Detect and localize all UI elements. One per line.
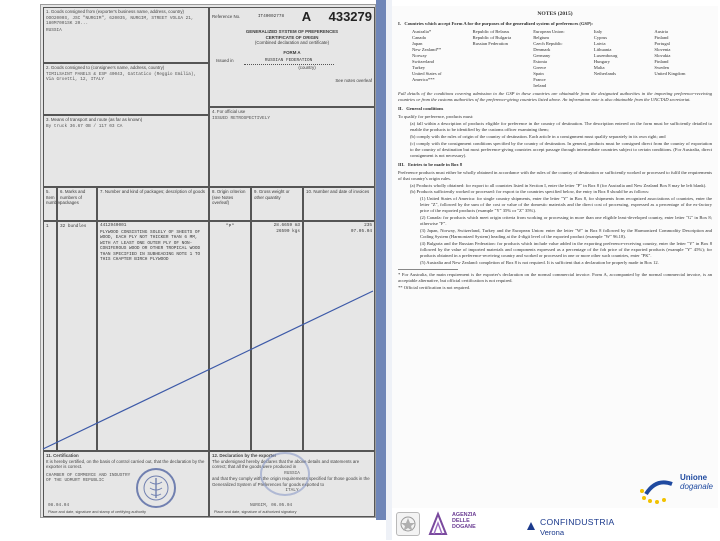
box-12-place-date: NURGIM, 06.05.04	[250, 502, 293, 508]
section-3-item-b2: (2) Canada: for products which meet origin criteria from working or processing in more than one eligible least-developed country, enter letter "G" in Box 8; otherwise "F".	[420, 215, 712, 227]
header-reference-block	[209, 7, 375, 107]
box-2-value: TIMILSAINT PANELS & ESP 40043, Gattatico (Reggio Emilia), Via Groetti, 12, ITALY	[46, 71, 197, 82]
country-item: Belgium	[533, 35, 550, 41]
section-2-item-c: (c) comply with the consignment conditions specified by the country of destination. In general, products must be consigned direct from the country of exportation to the country of destination but most preference-giving countries accept passage through intermediate countries subject to certain conditions. (For Australia, direct consignment is not necessary).	[410, 140, 712, 158]
see-notes-label: See notes overleaf	[335, 78, 372, 84]
agency-line-1: AGENZIA	[452, 512, 477, 518]
country-item: Cyprus	[593, 35, 608, 41]
invoice-number: 235	[364, 223, 372, 228]
country-item: Canada	[412, 35, 426, 41]
unione-doganale-logo	[636, 470, 720, 514]
country-item: Hungary	[593, 59, 610, 65]
country-item: Portugal	[654, 41, 670, 47]
col-7-header	[97, 187, 209, 221]
country-item	[654, 83, 712, 89]
country-item: Switzerland	[412, 59, 434, 65]
country-item: Spain	[533, 71, 544, 77]
box-12-destination: ITALY	[285, 488, 299, 493]
goods-description: PLYWOOD CONSISTING SOLELY OF SHEETS OF WOOD, EACH PLY NOT THICKER THAN 6 MM, WITH AT LEAST ONE OUTER PLY OF NON-CONIFEROUS WOOD OR OTHER TROPICAL WOOD THAN SPECIFIED IN SUBHEADING NOTE 1 TO THIS CHAPTER BIRCH PLYWOOD	[100, 229, 201, 262]
section-3-item-a: (a) Products wholly obtained: for export to all countries listed in Section I, enter the letter "P" in Box 8 (for Australia and New Zealand Box 8 may be left blank).	[410, 182, 707, 188]
eu-stars-icon	[636, 472, 676, 506]
country-list	[412, 29, 712, 89]
section-1-paragraph: Full details of the conditions covering admission to the GSP in these countries are obtainable from the designated authorities in the importing preference-receiving countries or from the customs authorities of the preference-giving countries listed above. An information note is also obtainable from the UNCTAD secretariat.	[398, 90, 712, 102]
section-2-intro: To qualify for preference, products must:	[398, 113, 474, 119]
col-9-header	[251, 187, 303, 221]
notes-page	[392, 6, 718, 508]
box-4-official-use	[209, 107, 375, 187]
country-item: European Union:	[533, 29, 565, 35]
col-9-label: 9. Gross weight or other quantity	[254, 189, 290, 200]
section-2-title: General conditions	[406, 105, 444, 111]
verona-text: Verona	[540, 528, 565, 537]
box-1-consignor	[43, 7, 209, 63]
section-2-number: II.	[398, 105, 403, 111]
reference-label: Reference No.	[212, 14, 241, 20]
section-2-item-b: (b) comply with the rules of origin of the country of destination. Each article in a consignment must qualify separately in its own right; and	[410, 133, 666, 139]
agency-dogane-text	[452, 512, 476, 531]
country-item: United States of	[412, 71, 442, 77]
box-2-consignee	[43, 63, 209, 115]
form-letter: A	[301, 9, 312, 24]
gsp-title: GENERALIZED SYSTEM OF PREFERENCES	[245, 29, 339, 35]
section-2-heading	[398, 106, 712, 112]
marks-value: 32 bundles	[60, 224, 87, 229]
box-11-org: CHAMBER OF COMMERCE AND INDUSTRY OF THE UDMURT REPUBLIC	[46, 472, 131, 483]
unione-text	[680, 474, 713, 492]
country-item: Slovakia	[654, 53, 671, 59]
country-item: Japan	[412, 41, 423, 47]
box-11-text: It is hereby certified, on the basis of control carried out, that the declaration by the exporter is correct.	[46, 458, 205, 469]
box-1-country: RUSSIA	[46, 27, 62, 33]
section-1-heading	[398, 21, 712, 27]
col-6-label: 6. Marks and numbers of packages	[60, 189, 86, 205]
box-2-label: 2. Goods consigned to (consignee's name, address, country)	[46, 65, 165, 70]
box-3-label: 3. Means of transport and route (as far as known)	[46, 117, 143, 122]
box-3-value: By truck 36.67 OB / 117 03 CA	[46, 123, 123, 129]
hs-code: 4412940001	[100, 223, 127, 228]
box-1-value: OOO2000S, JSC "NURGIM", 620035, NURGIM, STREET VOLGA 21, 180M7001SK 20...	[46, 15, 194, 26]
box-12-more: and that they comply with the origin requirements specified for those goods in the Generalized System of Preferences for goods exported to	[212, 476, 370, 487]
country-item: Finland	[654, 35, 669, 41]
coo-subtitle: (Combined declaration and certificate)	[254, 40, 330, 46]
country-item: Ireland	[533, 82, 547, 88]
form-number: 433279	[328, 9, 372, 24]
country-item: Slovenia	[654, 47, 671, 53]
unione-line-2: doganale	[680, 481, 713, 491]
country-item: Lithuania	[593, 47, 612, 53]
country-item: Finland	[654, 59, 669, 65]
gross-weight: 28.6659 m3	[273, 223, 300, 228]
issued-country-note: (country)	[298, 64, 316, 70]
box-4-value: ISSUED RETROSPECTIVELY	[212, 115, 270, 121]
country-item	[412, 83, 470, 89]
agency-dogane-logo-icon	[428, 512, 448, 536]
country-item: Russian Federation	[472, 41, 508, 47]
country-item: Republic of Bulgaria	[472, 35, 512, 41]
footnote-2: ** Official certification is not required.	[398, 285, 471, 291]
agency-line-2: DELLE	[452, 518, 470, 525]
box-12-text: The undersigned hereby declares that the above details and statements are correct; that all the goods were produced in	[212, 458, 360, 469]
country-item: Czech Republic	[533, 41, 563, 47]
country-item: Turkey	[412, 65, 426, 71]
country-item: Latvia	[593, 41, 606, 47]
country-item: Estonia	[533, 59, 547, 65]
country-item: Australia*	[412, 29, 432, 35]
country-item: Austria	[654, 29, 668, 35]
country-item	[473, 83, 531, 89]
confindustria-text: CONFINDUSTRIA	[540, 517, 615, 527]
box-11-label: 11. Certification	[46, 453, 79, 458]
form-a-label: FORM A	[283, 49, 301, 55]
box-4-label: 4. For official use	[212, 109, 246, 114]
certificate-form-a	[40, 4, 376, 518]
section-3-title: Entries to be made in Box 8	[407, 161, 463, 167]
country-item: Denmark	[533, 47, 551, 53]
box-11-certification	[43, 451, 209, 517]
box-3-transport	[43, 115, 209, 187]
agency-line-3: DOGANE	[452, 524, 476, 531]
reference-value: IT40002778	[257, 14, 285, 20]
country-item: France	[533, 76, 546, 82]
col-7-label: 7. Number and kind of packages; description of goods	[100, 189, 205, 194]
country-item: America***	[412, 76, 435, 82]
col-5-header	[43, 187, 61, 221]
country-item: Germany	[533, 53, 551, 59]
country-item: Italy	[593, 29, 603, 35]
country-item: Malta	[593, 65, 605, 71]
net-weight: 26590 kgs	[276, 228, 300, 234]
box-12-label: 12. Declaration by the exporter	[212, 453, 277, 458]
box-11-sign-label: Place and date, signature and stamp of certifying authority	[48, 510, 146, 515]
notes-title: NOTES (2015)	[537, 11, 573, 17]
blue-divider-strip	[376, 0, 386, 520]
box-12-sign-label: Place and date, signature of authorized signatory	[214, 510, 297, 515]
box-12-declaration	[209, 451, 375, 517]
issued-in-value: RUSSIAN FEDERATION	[244, 58, 334, 65]
origin-criterion: "P"	[226, 224, 234, 229]
box-1-label: 1. Goods consigned from (exporter's business name, address, country)	[46, 9, 184, 14]
item-number: 1	[46, 224, 49, 229]
country-item: Republic of Belarus	[472, 29, 510, 35]
section-3-item-b3: (3) Japan, Norway, Switzerland, Turkey and the European Union: enter the letter "W" in Box 8 followed by the Harmonized Commodity Description and Coding System (Harmonized System) heading at the 4-digit level of the exported product (example "W" 96.18).	[420, 228, 712, 240]
coo-title: CERTIFICATE OF ORIGIN	[265, 34, 319, 40]
section-3-item-b: (b) Products sufficiently worked or processed: for export to the countries specified below, the entry in Box 8 should be as follows:	[410, 189, 650, 195]
footnote-1: * For Australia, the main requirement is the exporter's declaration on the normal commercial invoice. Form A, accompanied by the normal commercial invoice, is an acceptable alternative, but official certification is not required.	[398, 272, 712, 284]
section-2-item-a: (a) fall within a description of products eligible for preference in the country of destination. The description entered on the form must be sufficiently detailed to enable the products to be identified by the customs officer examining them;	[410, 120, 712, 132]
caduceus-icon	[138, 470, 174, 506]
country-item: United Kingdom	[654, 71, 686, 77]
chamber-stamp	[136, 468, 176, 508]
col-8-label: 8. Origin criterion (see Notes overleaf)	[212, 189, 246, 205]
country-item: Greece	[533, 65, 547, 71]
col-5-label: 5. Item number	[46, 189, 61, 205]
country-item: New Zealand**	[412, 47, 442, 53]
cancellation-line	[43, 221, 375, 451]
country-item: Norway	[412, 53, 427, 59]
country-item: Luxembourg	[593, 53, 618, 59]
section-3-number: III.	[398, 161, 405, 167]
section-3-heading	[398, 162, 712, 168]
unione-line-1: Unione	[680, 473, 708, 482]
section-3-item-b1: (1) United States of America: for single country shipments, enter the letter "Y" in Box 8, for shipments from recognized associations of countries, enter the letter "Z", followed by the sum of the cost or value of the domestic materials and the direct cost of processing, expressed as a percentage of the ex-factory price of the exported products (example "Y" 35% or "Z" 35%).	[420, 196, 712, 214]
section-3-item-b4: (4) Bulgaria and the Russian Federation: for products which include value added in the exporting preference-receiving country, enter the letter "Y" in Box 8 followed by the value of imported materials and components expressed as a percentage of the fob price of the exported products (example "Y" 45%); for products obtained in a preference-receiving country and worked or processed in one or more other such countries, enter "PK".	[420, 241, 712, 259]
section-1-title: Countries which accept Form A for the purposes of the generalized system of preferences (GSP):	[404, 21, 593, 27]
col-6-header	[57, 187, 97, 221]
republic-emblem-icon	[396, 512, 420, 536]
section-3-intro: Preference products must either be wholly obtained in accordance with the rules of the country of destination or sufficiently worked or processed to fulfil the requirements of that country's origin rules.	[398, 169, 712, 181]
confindustria-logo-icon	[526, 518, 536, 528]
section-3-item-b5: (5) Australia and New Zealand: completion of Box 8 is not required. It is sufficient that a declaration be properly made in Box 12.	[420, 260, 659, 266]
box-12-country: RUSSIA	[284, 470, 300, 476]
footnote-divider	[398, 269, 458, 270]
box-11-date: 08.04.04	[48, 502, 70, 508]
country-item	[594, 83, 652, 89]
country-item: Sweden	[654, 65, 669, 71]
issued-in-label: Issued in	[216, 58, 234, 64]
col-10-label: 10. Number and date of invoices	[306, 189, 370, 194]
col-10-header	[303, 187, 375, 221]
invoice-date: 07.05.04	[350, 228, 372, 234]
company-stamp	[260, 452, 310, 496]
country-item: Netherlands	[593, 71, 616, 77]
col-8-header	[209, 187, 251, 221]
section-1-number: I.	[398, 21, 401, 27]
